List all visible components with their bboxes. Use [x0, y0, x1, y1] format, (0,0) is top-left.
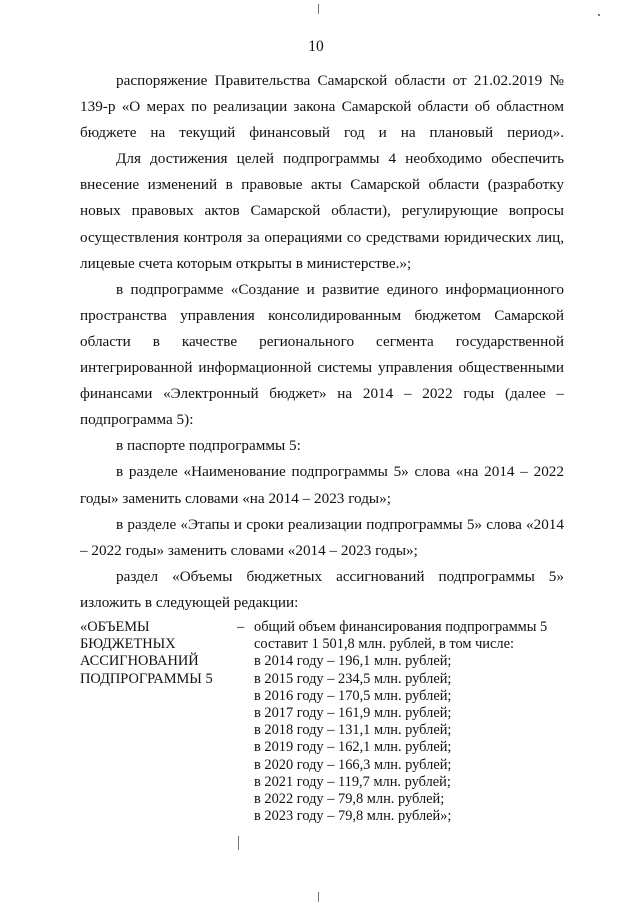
paragraph-stages-section: в разделе «Этапы и сроки реализации подпрограммы 5» слова «2014 – 2022 годы» заменить словами «2014 – 2023 годы»; [80, 515, 564, 559]
funding-label-line: «ОБЪЕМЫ [80, 619, 150, 635]
scan-mark [318, 4, 319, 14]
funding-total-line: составит 1 501,8 млн. рублей, в том числе: [254, 636, 514, 653]
paragraph-volumes-section: раздел «Объемы бюджетных ассигнований подпрограммы 5» изложить в следующей редакции: [80, 567, 564, 611]
funding-details [254, 619, 566, 825]
funding-year-item: в 2014 году – 196,1 млн. рублей; [254, 653, 452, 670]
funding-total-line: общий объем финансирования подпрограммы 5 [254, 619, 548, 635]
funding-year-item: в 2022 году – 79,8 млн. рублей; [254, 791, 445, 808]
funding-year-item: в 2015 году – 234,5 млн. рублей; [254, 670, 452, 687]
paragraph-decree-reference: распоряжение Правительства Самарской области от 21.02.2019 № 139-р «О мерах по реализации закона Самарской области об областном бюджете на текущий финансовый год и на плановый период». [80, 72, 564, 142]
funding-year-item: в 2017 году – 161,9 млн. рублей; [254, 705, 452, 722]
funding-year-item: в 2019 году – 162,1 млн. рублей; [254, 739, 452, 756]
scan-mark [318, 892, 319, 902]
page-number: 10 [308, 38, 324, 55]
funding-label-line: АССИГНОВАНИЙ [80, 653, 199, 670]
paragraph-subprogram-4-goals: Для достижения целей подпрограммы 4 необходимо обеспечить внесение изменений в правовые акты Самарской области (разработку новых правовых актов Самарской области), регулирующие вопросы осуществления контроля за операциями со средствами юридических лиц, лицевые счета которым открыты в министерстве.»; [80, 150, 564, 272]
paragraph-subprogram-5-intro: в подпрограмме «Создание и развитие единого информационного пространства управления консолидированным бюджетом Самарской области в качестве регионального сегмента государственной интегрированной информационной системы управления общественными финансами «Электронный бюджет» на 2014 – 2022 годы (далее – подпрограмма 5): [80, 280, 564, 429]
funding-label-line: ПОДПРОГРАММЫ 5 [80, 670, 213, 687]
paragraph-name-section: в разделе «Наименование подпрограммы 5» слова «на 2014 – 2022 годы» заменить словами «на 2014 – 2023 годы»; [80, 463, 564, 507]
funding-year-list [254, 653, 566, 825]
funding-label-line: БЮДЖЕТНЫХ [80, 636, 176, 653]
paragraph-passport: в паспорте подпрограммы 5: [116, 437, 301, 455]
funding-year-item: в 2021 году – 119,7 млн. рублей; [254, 773, 451, 790]
funding-year-item: в 2023 году – 79,8 млн. рублей»; [254, 808, 452, 825]
funding-year-item: в 2018 году – 131,1 млн. рублей; [254, 722, 452, 739]
body-text [80, 68, 564, 616]
funding-year-item: в 2020 году – 166,3 млн. рублей; [254, 756, 452, 773]
scan-mark [238, 836, 239, 850]
funding-label [80, 619, 230, 688]
funding-year-item: в 2016 году – 170,5 млн. рублей; [254, 687, 452, 704]
funding-dash: – [237, 619, 245, 635]
scan-mark [598, 14, 600, 16]
